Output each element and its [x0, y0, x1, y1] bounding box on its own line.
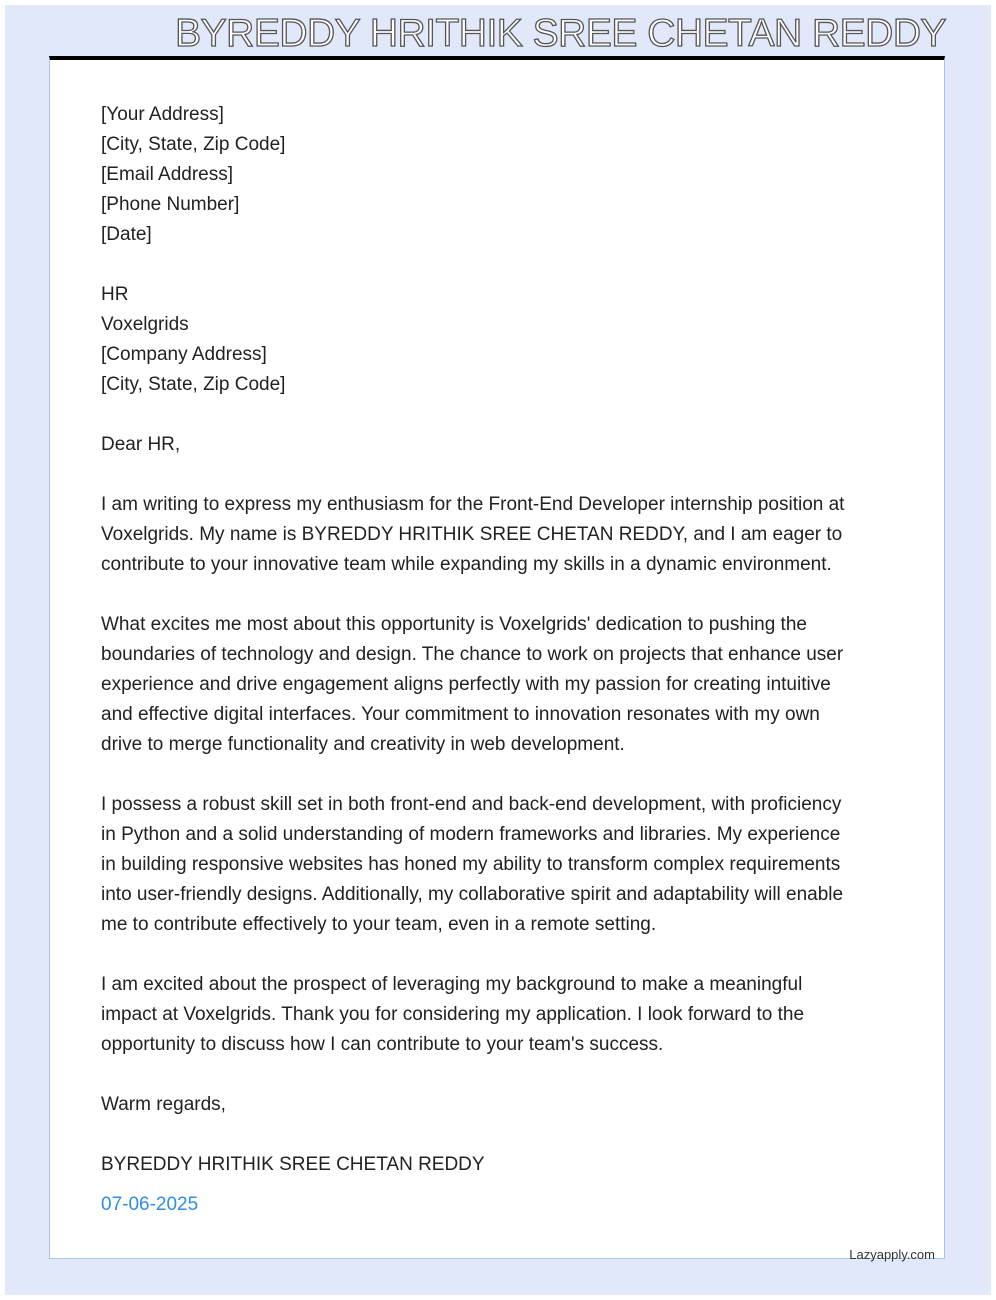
spacer — [101, 400, 844, 430]
spacer — [101, 580, 844, 610]
recipient-line: [City, State, Zip Code] — [101, 374, 286, 395]
paragraph-line: I am excited about the prospect of leveraging my background to make a meaningful — [101, 974, 803, 995]
paragraph-line: into user-friendly designs. Additionally, my collaborative spirit and adaptability will enable — [101, 884, 844, 905]
paragraph-line: boundaries of technology and design. The chance to work on projects that enhance user — [101, 644, 844, 665]
spacer — [101, 250, 844, 280]
spacer — [101, 460, 844, 490]
spacer — [101, 760, 844, 790]
paragraph-line: contribute to your innovative team while expanding my skills in a dynamic environment. — [101, 554, 832, 575]
paragraph-line: in building responsive websites has honed my ability to transform complex requirements — [101, 854, 841, 875]
closing: Warm regards, — [101, 1094, 226, 1115]
sender-line: [Your Address] — [101, 104, 224, 125]
recipient-line: HR — [101, 284, 129, 305]
sender-line: [Date] — [101, 224, 152, 245]
paragraph-line: I possess a robust skill set in both front-end and back-end development, with proficiency — [101, 794, 842, 815]
sender-line: [Email Address] — [101, 164, 233, 185]
spacer — [101, 940, 844, 970]
signature: BYREDDY HRITHIK SREE CHETAN REDDY — [101, 1154, 485, 1175]
paragraph-line: I am writing to express my enthusiasm for the Front-End Developer internship position at — [101, 494, 845, 515]
letter-date: 07-06-2025 — [101, 1194, 199, 1215]
paragraph-line: drive to merge functionality and creativity in web development. — [101, 734, 625, 755]
paragraph-line: impact at Voxelgrids. Thank you for considering my application. I look forward to the — [101, 1004, 805, 1025]
footer-brand[interactable]: Lazyapply.com — [849, 1247, 935, 1262]
recipient-line: [Company Address] — [101, 344, 267, 365]
sender-line: [Phone Number] — [101, 194, 240, 215]
paragraph-line: What excites me most about this opportunity is Voxelgrids' dedication to pushing the — [101, 614, 807, 635]
paragraph-line: opportunity to discuss how I can contribute to your team's success. — [101, 1034, 664, 1055]
salutation: Dear HR, — [101, 434, 181, 455]
letter-page — [49, 56, 945, 1262]
applicant-name-header: BYREDDY HRITHIK SREE CHETAN REDDY — [175, 12, 946, 55]
paragraph-line: experience and drive engagement aligns perfectly with my passion for creating intuitive — [101, 674, 831, 695]
paragraph-line: and effective digital interfaces. Your commitment to innovation resonates with my own — [101, 704, 820, 725]
paragraph-line: Voxelgrids. My name is BYREDDY HRITHIK SREE CHETAN REDDY, and I am eager to — [101, 524, 843, 545]
recipient-line: Voxelgrids — [101, 314, 189, 335]
spacer — [101, 1060, 844, 1090]
paragraph-line: in Python and a solid understanding of modern frameworks and libraries. My experience — [101, 824, 841, 845]
sender-line: [City, State, Zip Code] — [101, 134, 286, 155]
paragraph-line: me to contribute effectively to your team, even in a remote setting. — [101, 914, 657, 935]
letter-body — [101, 100, 844, 1220]
